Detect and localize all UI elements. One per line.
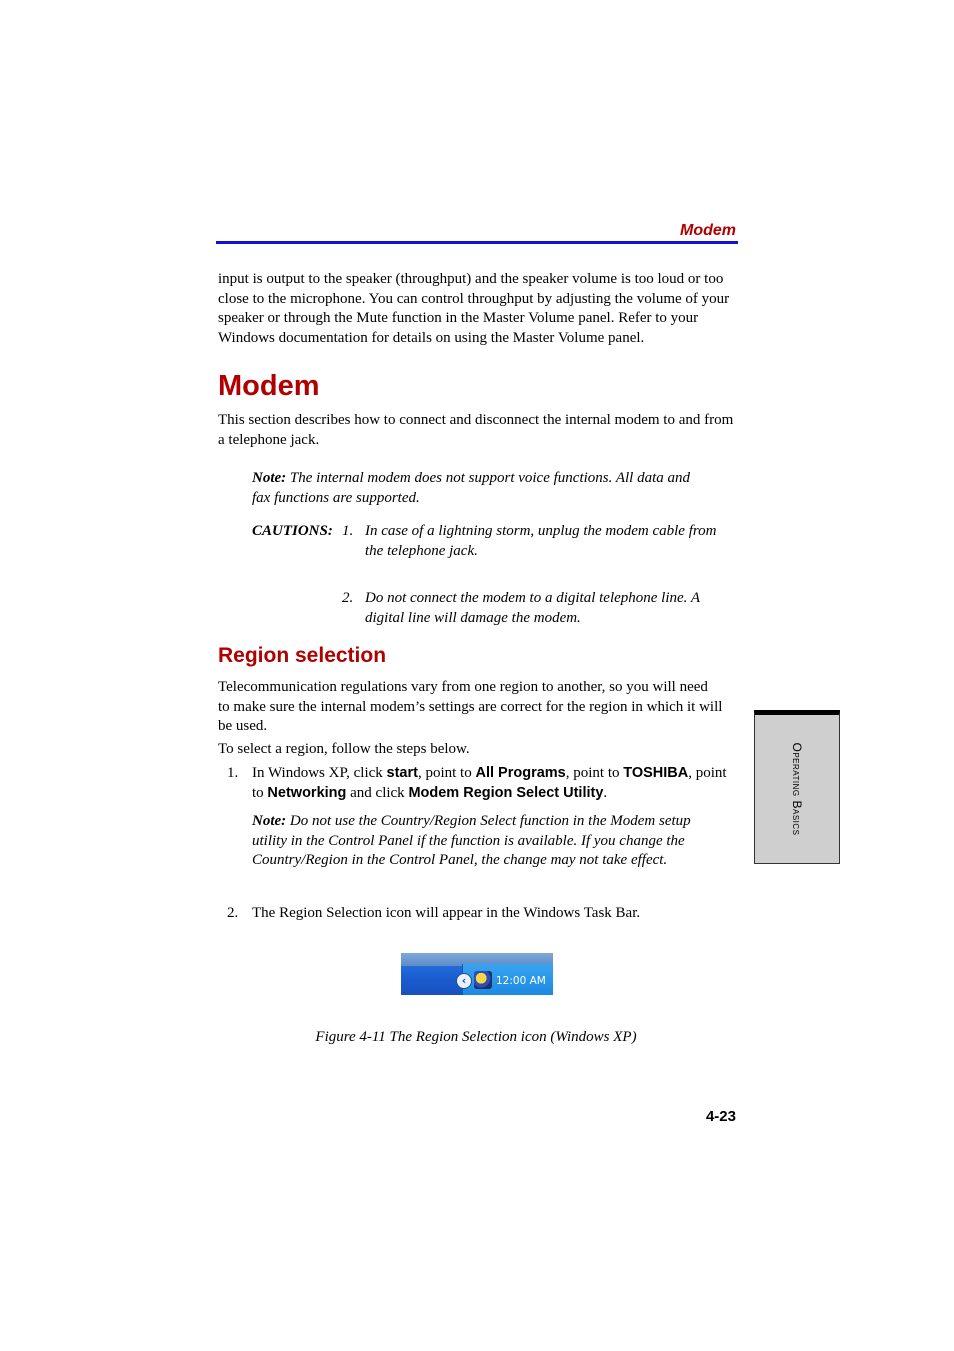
ui-term-start: start [386, 765, 418, 781]
caution-number-2: 2. [342, 590, 354, 606]
caution-number-1: 1. [342, 523, 354, 539]
ui-term-toshiba: TOSHIBA [623, 765, 689, 781]
step-text-2: The Region Selection icon will appear in the Windows Task Bar. [252, 905, 641, 921]
intro-paragraph: input is output to the speaker (throughput) and the speaker volume is too loud or too close to the microphone. You can control throughput by adjusting the volume of your speaker or through the Mute function in the Master Volume panel. Refer to your Windows documentation for details on using the Master Volume panel. [218, 271, 730, 346]
taskbar-clock: 12:00 AM [496, 975, 546, 987]
modem-section-body: This section describes how to connect and disconnect the internal modem to and from a telephone jack. [218, 412, 734, 448]
show-hidden-icons-chevron-icon[interactable]: ‹ [456, 973, 472, 989]
chapter-side-tab-label: Operating Basics [790, 742, 804, 836]
modem-note [252, 469, 697, 508]
note2-label: Note: [252, 813, 287, 829]
region-selection-icon[interactable] [474, 971, 492, 989]
step-number-2: 2. [227, 905, 239, 921]
section-heading-region: Region selection [218, 644, 387, 667]
header-rule [216, 241, 738, 244]
step-text-1: In Windows XP, click start, point to All Programs, point to TOSHIBA, point to Networking and click Modem Region Select Utility. [252, 765, 727, 801]
region-note [252, 812, 692, 871]
ui-term-all-programs: All Programs [475, 765, 566, 781]
figure-caption: Figure 4-11 The Region Selection icon (Windows XP) [315, 1029, 637, 1045]
chapter-side-tab [754, 710, 840, 864]
section-heading-modem: Modem [218, 370, 320, 402]
ui-term-networking: Networking [267, 784, 347, 801]
note2-text: Do not use the Country/Region Select function in the Modem setup utility in the Control Panel if the function is available. If you change the Country/Region in the Control Panel, the change may not take effect. [252, 813, 691, 868]
region-section-body: Telecommunication regulations vary from one region to another, so you will need to make sure the internal modem’s settings are correct for the region in which it will be used. [218, 679, 723, 734]
page-number: 4-23 [705, 1108, 736, 1125]
taskbar-screenshot [401, 953, 553, 995]
note-label: Note: [252, 470, 287, 486]
caution-text-1: In case of a lightning storm, unplug the modem cable from the telephone jack. [365, 523, 717, 559]
step-number-1: 1. [227, 765, 239, 781]
caution-text-2: Do not connect the modem to a digital telephone line. A digital line will damage the modem. [365, 590, 700, 626]
note-text: The internal modem does not support voice functions. All data and fax functions are supported. [252, 470, 691, 506]
cautions-label: CAUTIONS: [252, 523, 333, 539]
running-header-title: Modem [680, 222, 736, 239]
ui-term-modem-region-select-utility: Modem Region Select Utility [408, 784, 604, 801]
steps-intro: To select a region, follow the steps below. [218, 741, 470, 757]
